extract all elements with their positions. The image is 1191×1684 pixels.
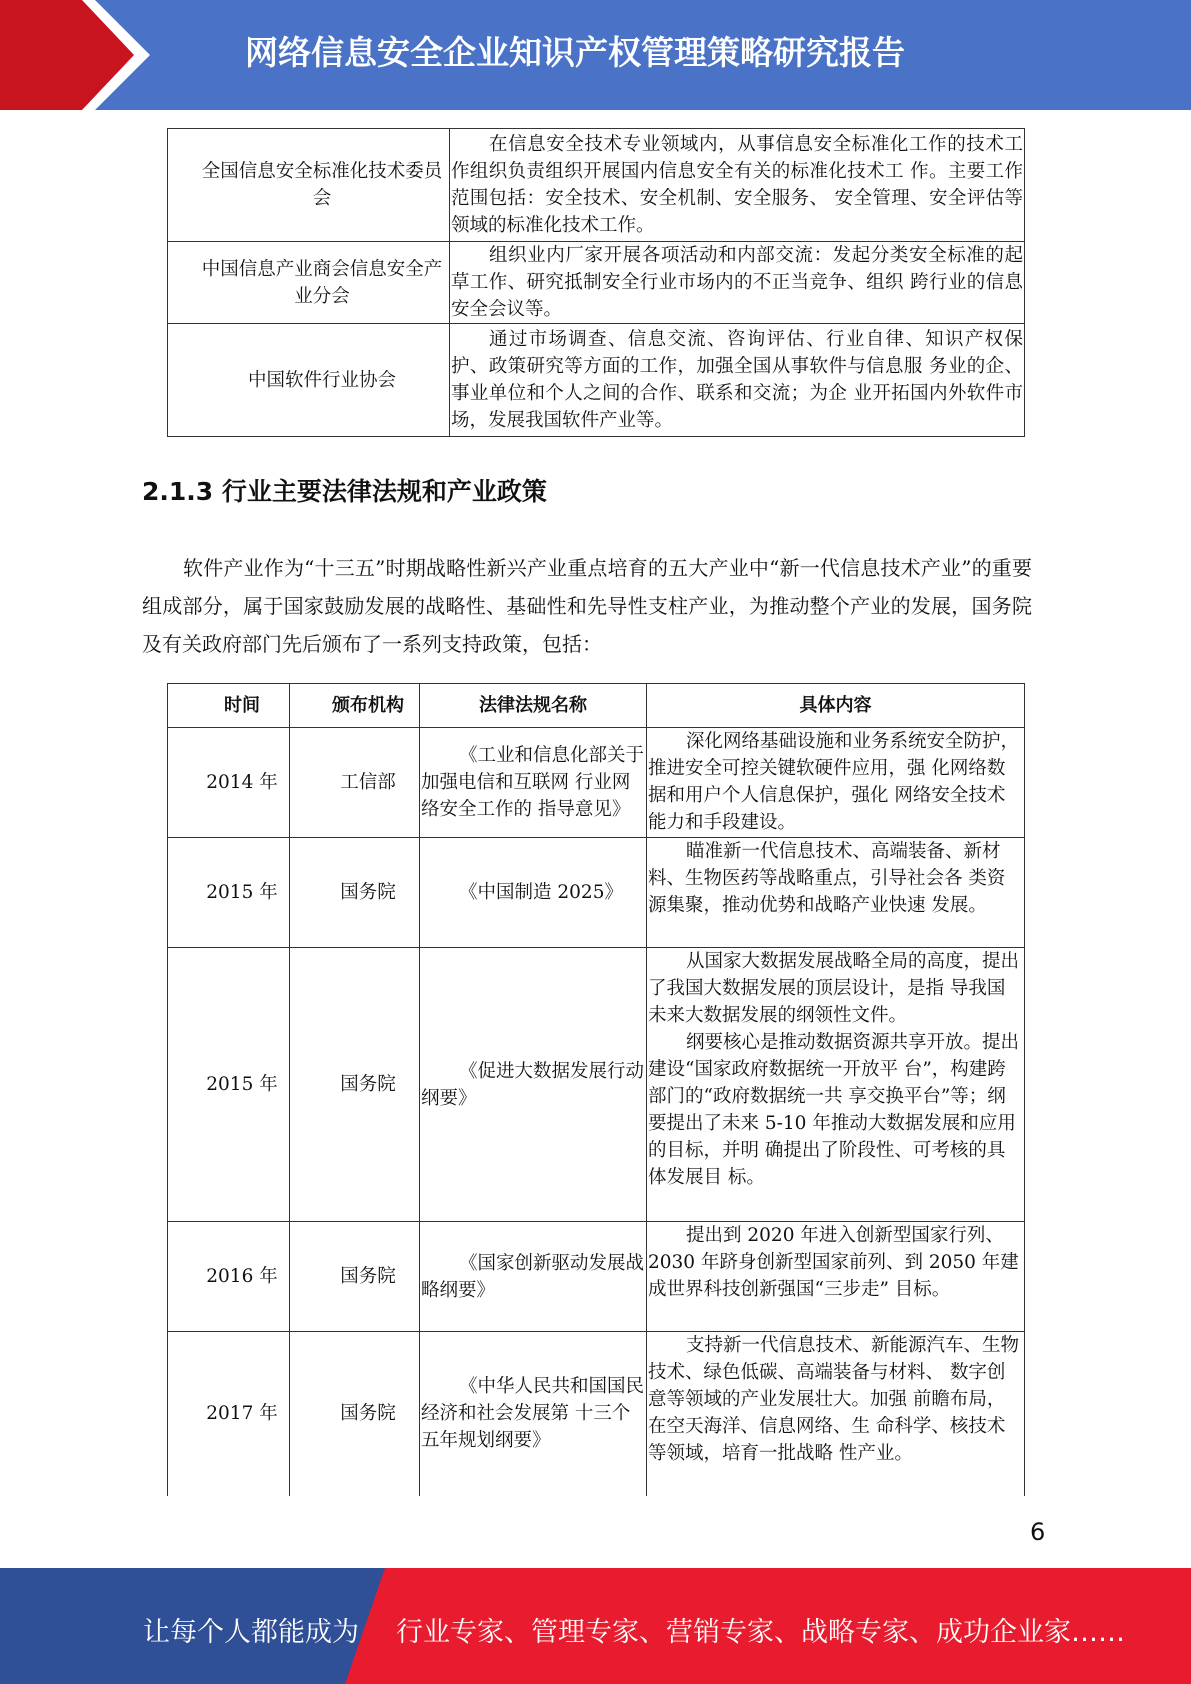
report-title: 网络信息安全企业知识产权管理策略研究报告 (245, 33, 905, 72)
row-law-name: 《工业和信息化部关于加强电信和互联网 行业网络安全工作的 指导意见》 (420, 728, 647, 838)
row-time: 2014 年 (168, 728, 290, 838)
row-content (647, 1222, 1025, 1332)
column-header-law-name: 法律法规名称 (420, 684, 647, 728)
table-row (168, 1332, 1025, 1496)
row-law-name: 《促进大数据发展行动纲要》 (420, 948, 647, 1222)
section-heading: 2.1.3 行业主要法律法规和产业政策 (142, 477, 547, 506)
row-time: 2015 年 (168, 948, 290, 1222)
content-paragraph: 深化网络基础设施和业务系统安全防护，推进安全可控关键软硬件应用，强 化网络数据和用户个人信息保护，强化 网络安全技术能力和手段建设。 (648, 731, 1020, 833)
row-issuer: 工信部 (290, 728, 420, 838)
org-name: 全国信息安全标准化技术委员会 (168, 129, 450, 242)
content-paragraph: 纲要核心是推动数据资源共享开放。提出建设“国家政府数据统一开放平 台”，构建跨部门的“政府数据统一共 享交换平台”等；纲要提出了未来 5-10 年推动大数据发展和应用的目标，并明 确提出了阶段性、可考核的具体发展目 标。 (648, 1032, 1020, 1188)
row-law-name: 《中华人民共和国国民经济和社会发展第 十三个五年规划纲要》 (420, 1332, 647, 1496)
header-band (0, 0, 1191, 110)
table-row (168, 728, 1025, 838)
footer-slogan-right: 行业专家、管理专家、营销专家、战略专家、成功企业家…… (396, 1617, 1125, 1648)
table-row (168, 948, 1025, 1222)
table-row (168, 242, 1025, 324)
row-law-name: 《中国制造 2025》 (420, 838, 647, 948)
row-issuer: 国务院 (290, 948, 420, 1222)
intro-paragraph: 软件产业作为“十三五”时期战略性新兴产业重点培育的五大产业中“新一代信息技术产业”的重要组成部分，属于国家鼓励发展的战略性、基础性和先导性支柱产业，为推动整个产业的发展，国务院及有关政府部门先后颁布了一系列支持政策，包括： (142, 556, 1032, 656)
table-row (168, 324, 1025, 437)
row-content (647, 948, 1025, 1222)
row-content (647, 1332, 1025, 1496)
content-paragraph: 瞄准新一代信息技术、高端装备、新材料、生物医药等战略重点，引导社会各 类资源集聚，推动优势和战略产业快速 发展。 (648, 841, 1006, 916)
column-header-time: 时间 (168, 684, 290, 728)
row-time: 2015 年 (168, 838, 290, 948)
row-content (647, 728, 1025, 838)
org-description: 组织业内厂家开展各项活动和内部交流：发起分类安全标准的起草工作、研究抵制安全行业市场内的不正当竞争、组织 跨行业的信息安全会议等。 (450, 242, 1025, 324)
org-name: 中国软件行业协会 (168, 324, 450, 437)
policy-table (167, 683, 1025, 1496)
table-row (168, 129, 1025, 242)
row-issuer: 国务院 (290, 1332, 420, 1496)
row-time: 2016 年 (168, 1222, 290, 1332)
content-paragraph: 从国家大数据发展战略全局的高度，提出了我国大数据发展的顶层设计，是指 导我国未来大数据发展的纲领性文件。 (648, 951, 1020, 1026)
row-law-name: 《国家创新驱动发展战略纲要》 (420, 1222, 647, 1332)
table-row (168, 838, 1025, 948)
content-paragraph: 提出到 2020 年进入创新型国家行列、2030 年跻身创新型国家前列、到 2050 年建成世界科技创新强国“三步走” 目标。 (648, 1225, 1019, 1300)
row-issuer: 国务院 (290, 1222, 420, 1332)
page-number: 6 (1030, 1518, 1046, 1546)
column-header-issuer: 颁布机构 (290, 684, 420, 728)
header-arrow-decoration (0, 0, 150, 110)
row-content (647, 838, 1025, 948)
footer-slogan-left: 让每个人都能成为 (143, 1617, 359, 1648)
table-header-row (168, 684, 1025, 728)
org-description: 在信息安全技术专业领域内，从事信息安全标准化工作的技术工作组织负责组织开展国内信息安全有关的标准化技术工 作。主要工作范围包括：安全技术、安全机制、安全服务、 安全管理、安全评估等领域的标准化技术工作。 (450, 129, 1025, 242)
row-issuer: 国务院 (290, 838, 420, 948)
row-time: 2017 年 (168, 1332, 290, 1496)
organizations-table (167, 128, 1025, 437)
org-description: 通过市场调查、信息交流、咨询评估、行业自律、知识产权保护、政策研究等方面的工作，加强全国从事软件与信息服 务业的企、事业单位和个人之间的合作、联系和交流；为企 业开拓国内外软件市场，发展我国软件产业等。 (450, 324, 1025, 437)
column-header-content: 具体内容 (647, 684, 1025, 728)
content-paragraph: 支持新一代信息技术、新能源汽车、生物技术、绿色低碳、高端装备与材料、 数字创意等领域的产业发展壮大。加强 前瞻布局，在空天海洋、信息网络、生 命科学、核技术等领域，培育一批战略 性产业。 (648, 1335, 1020, 1464)
table-row (168, 1222, 1025, 1332)
org-name: 中国信息产业商会信息安全产业分会 (168, 242, 450, 324)
